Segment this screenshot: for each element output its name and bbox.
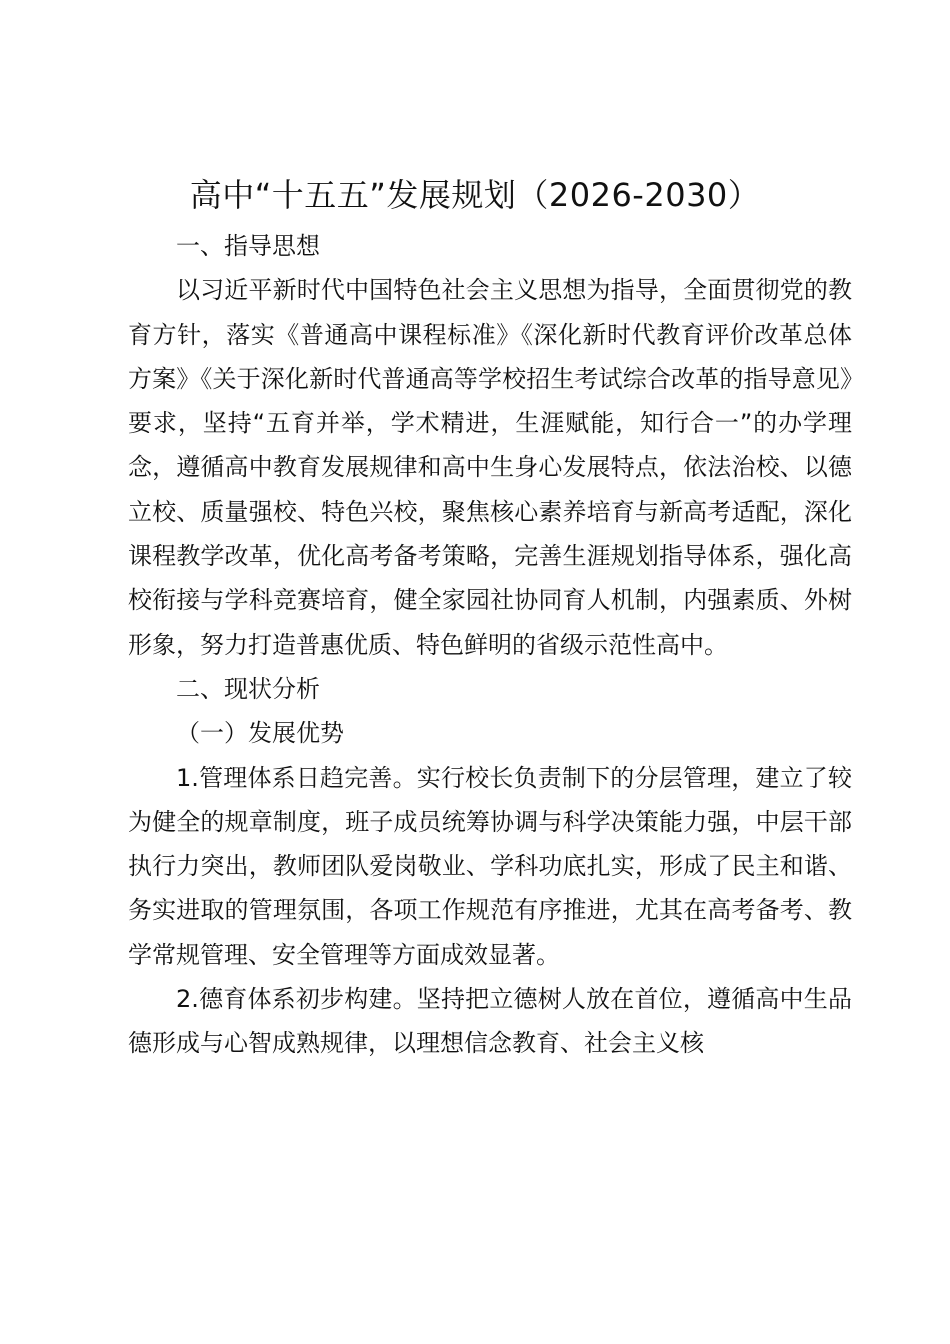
section-heading: 一、指导思想 xyxy=(176,232,320,260)
document-body xyxy=(128,224,852,1066)
section-heading: 二、现状分析 xyxy=(176,674,320,703)
body-paragraph: 2.德育体系初步构建。坚持把立德树人放在首位，遵循高中生品德形成与心智成熟规律，以理想信念教育、社会主义核 xyxy=(128,985,852,1058)
body-paragraph: 1.管理体系日趋完善。实行校长负责制下的分层管理，建立了较为健全的规章制度，班子成员统筹协调与科学决策能力强，中层干部执行力突出，教师团队爱岗敬业、学科功底扎实，形成了民主和谐、务实进取的管理氛围，各项工作规范有序推进，尤其在高考备考、教学常规管理、安全管理等方面成效显著。 xyxy=(128,763,852,969)
section-heading: （一）发展优势 xyxy=(176,719,344,748)
document-title: 高中“十五五”发展规划（2026-2030） xyxy=(189,176,761,214)
body-paragraph: 以习近平新时代中国特色社会主义思想为指导，全面贯彻党的教育方针，落实《普通高中课程标准》《深化新时代教育评价改革总体方案》《关于深化新时代普通高等学校招生考试综合改革的指导意见》要求，坚持“五育并举，学术精进，生涯赋能，知行合一”的办学理念，遵循高中教育发展规律和高中生身心发展特点，依法治校、以德立校、质量强校、特色兴校，聚焦核心素养培育与新高考适配，深化课程教学改革，优化高考备考策略，完善生涯规划指导体系，强化高校衔接与学科竞赛培育，健全家园社协同育人机制，内强素质、外树形象，努力打造普惠优质、特色鲜明的省级示范性高中。 xyxy=(128,276,852,659)
